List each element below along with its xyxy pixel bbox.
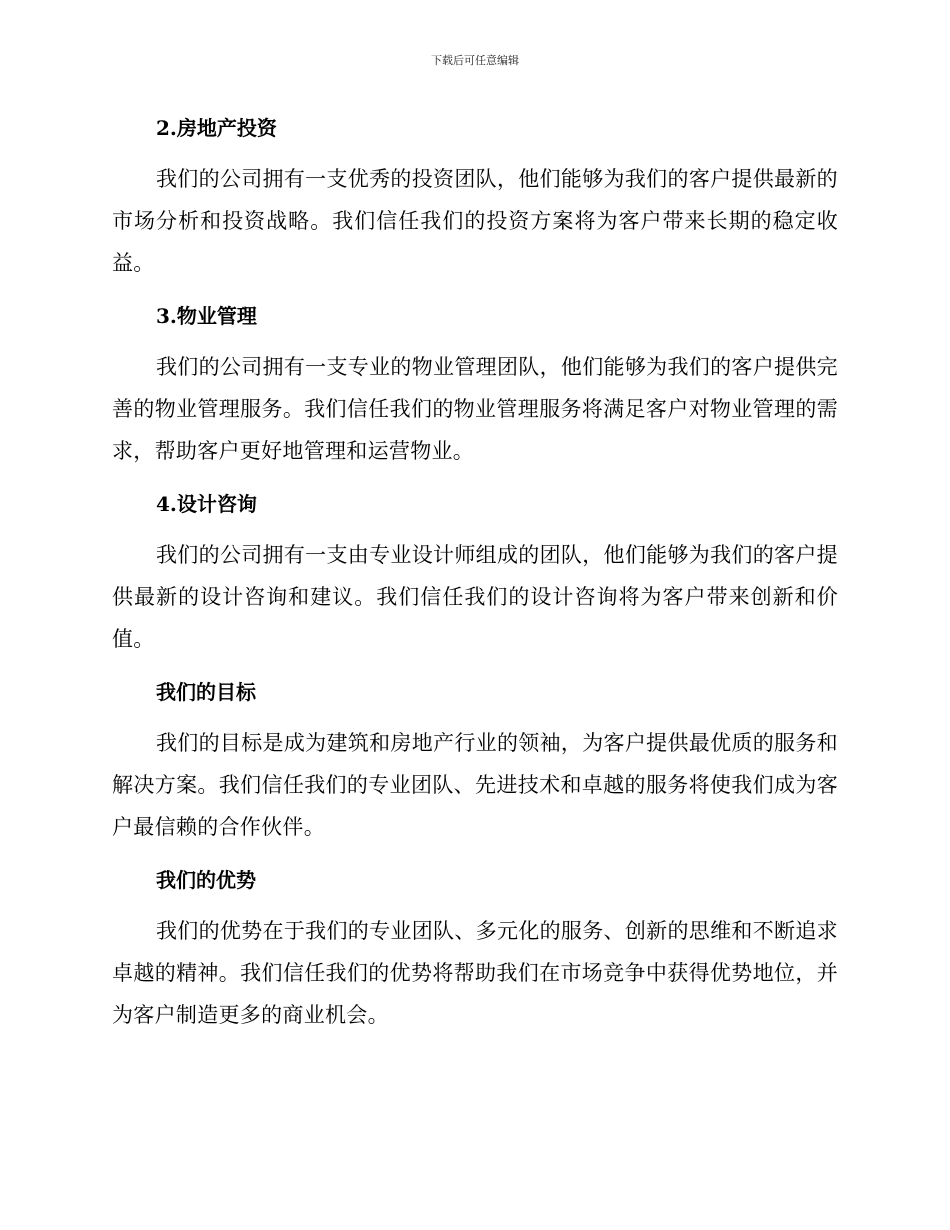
section-title-property-management: 3.物业管理 [156, 304, 257, 328]
section-paragraph-our-advantages: 我们的优势在于我们的专业团队、多元化的服务、创新的思维和不断追求卓越的精神。我们信任我们的优势将帮助我们在市场竞争中获得优势地位，并为客户制造更多的商业机会。 [112, 919, 838, 1027]
document-body [112, 108, 838, 1048]
section-title-real-estate-investment: 2.房地产投资 [156, 116, 277, 140]
section-paragraph-our-goal: 我们的目标是成为建筑和房地产行业的领袖，为客户提供最优质的服务和解决方案。我们信任我们的专业团队、先进技术和卓越的服务将使我们成为客户最信赖的合作伙伴。 [112, 731, 838, 839]
section-paragraph-real-estate-investment: 我们的公司拥有一支优秀的投资团队，他们能够为我们的客户提供最新的市场分析和投资战略。我们信任我们的投资方案将为客户带来长期的稳定收益。 [112, 167, 838, 275]
section-title-our-goal: 我们的目标 [156, 680, 256, 704]
section-paragraph-property-management: 我们的公司拥有一支专业的物业管理团队，他们能够为我们的客户提供完善的物业管理服务。我们信任我们的物业管理服务将满足客户对物业管理的需求，帮助客户更好地管理和运营物业。 [112, 355, 838, 463]
section-paragraph-design-consulting: 我们的公司拥有一支由专业设计师组成的团队，他们能够为我们的客户提供最新的设计咨询和建议。我们信任我们的设计咨询将为客户带来创新和价值。 [112, 543, 838, 651]
page-header: 下载后可任意编辑 [431, 54, 519, 67]
section-title-our-advantages: 我们的优势 [156, 868, 256, 892]
section-title-design-consulting: 4.设计咨询 [156, 492, 257, 516]
